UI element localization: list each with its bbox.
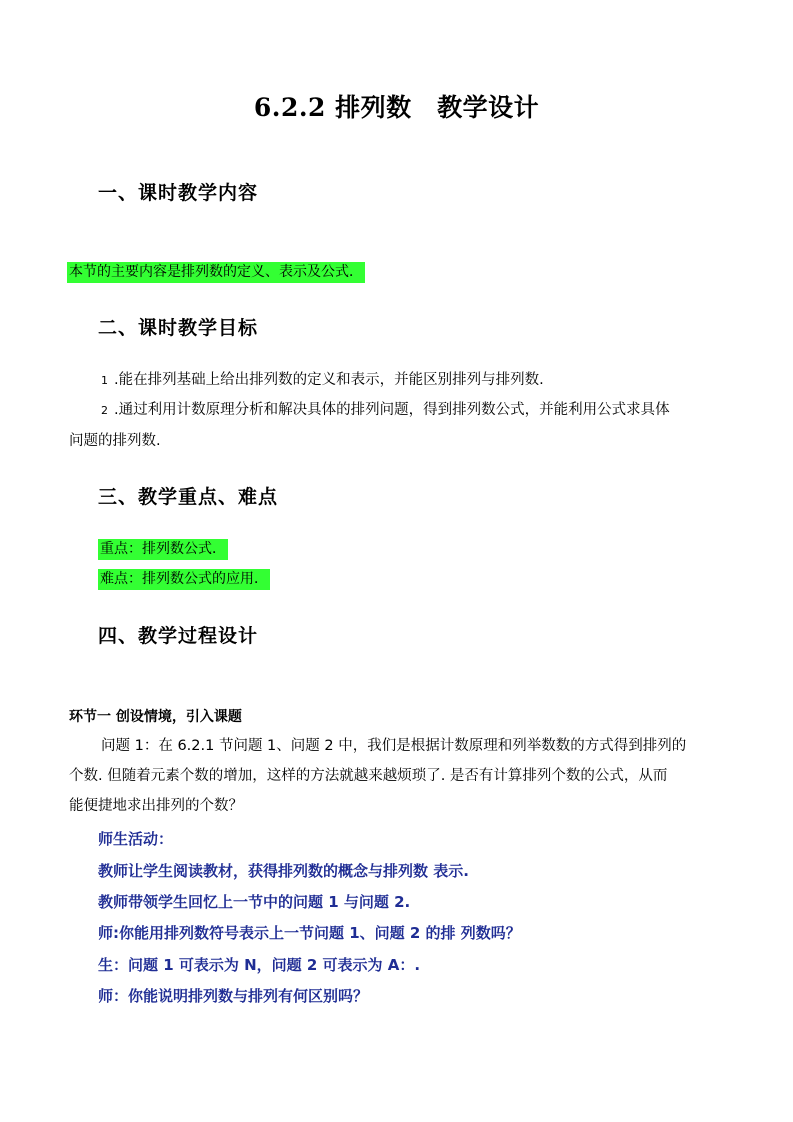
- goal-1-text: .能在排列基础上给出排列数的定义和表示，并能区别排列与排列数.: [114, 372, 544, 388]
- heading-teaching-process: 四、教学过程设计: [98, 625, 259, 647]
- highlight-key-point: 重点：排列数公式．: [98, 539, 228, 560]
- goal-2-text-a: .通过利用计数原理分析和解决具体的排列问题，得到排列数公式，并能利用公式求具体: [114, 402, 670, 418]
- activity-line-5: 师：你能说明排列数与排列有何区别吗？: [98, 987, 369, 1005]
- highlight-main-content: 本节的主要内容是排列数的定义、表示及公式．: [67, 262, 365, 283]
- question-1-line-2: 个数. 但随着元素个数的增加，这样的方法就越来越烦琐了. 是否有计算排列个数的公式，从而: [69, 768, 668, 784]
- heading-teaching-goals: 二、课时教学目标: [98, 317, 259, 339]
- document-title: 6.2.2 排列数 教学设计: [253, 93, 540, 122]
- activity-line-2: 教师带领学生回忆上一节中的问题 1 与问题 2.: [98, 893, 411, 911]
- highlight-difficult-point: 难点：排列数公式的应用．: [98, 569, 270, 590]
- teacher-student-activity-label: 师生活动：: [98, 830, 174, 848]
- goal-1: [101, 367, 544, 394]
- activity-line-4: 生：问题 1 可表示为 N，问题 2 可表示为 A：.: [98, 956, 421, 974]
- question-1-line-3: 能便捷地求出排列的个数？: [69, 798, 243, 814]
- heading-key-difficult-points: 三、教学重点、难点: [98, 486, 279, 508]
- goal-2: [101, 397, 670, 424]
- goal-2-continued: 问题的排列数.: [69, 433, 161, 449]
- heading-teaching-content: 一、课时教学内容: [98, 182, 259, 204]
- question-1-line-1: 问题 1：在 6.2.1 节问题 1、问题 2 中，我们是根据计数原理和列举数数的方式得到排列的: [101, 738, 687, 754]
- stage-1-title: 环节一 创设情境，引入课题: [69, 709, 242, 725]
- goal-1-number: 1: [101, 374, 108, 387]
- goal-2-number: 2: [101, 404, 108, 417]
- activity-line-1: 教师让学生阅读教材，获得排列数的概念与排列数 表示.: [98, 862, 469, 880]
- activity-line-3: 师:你能用排列数符号表示上一节问题 1、问题 2 的排 列数吗？: [98, 924, 521, 942]
